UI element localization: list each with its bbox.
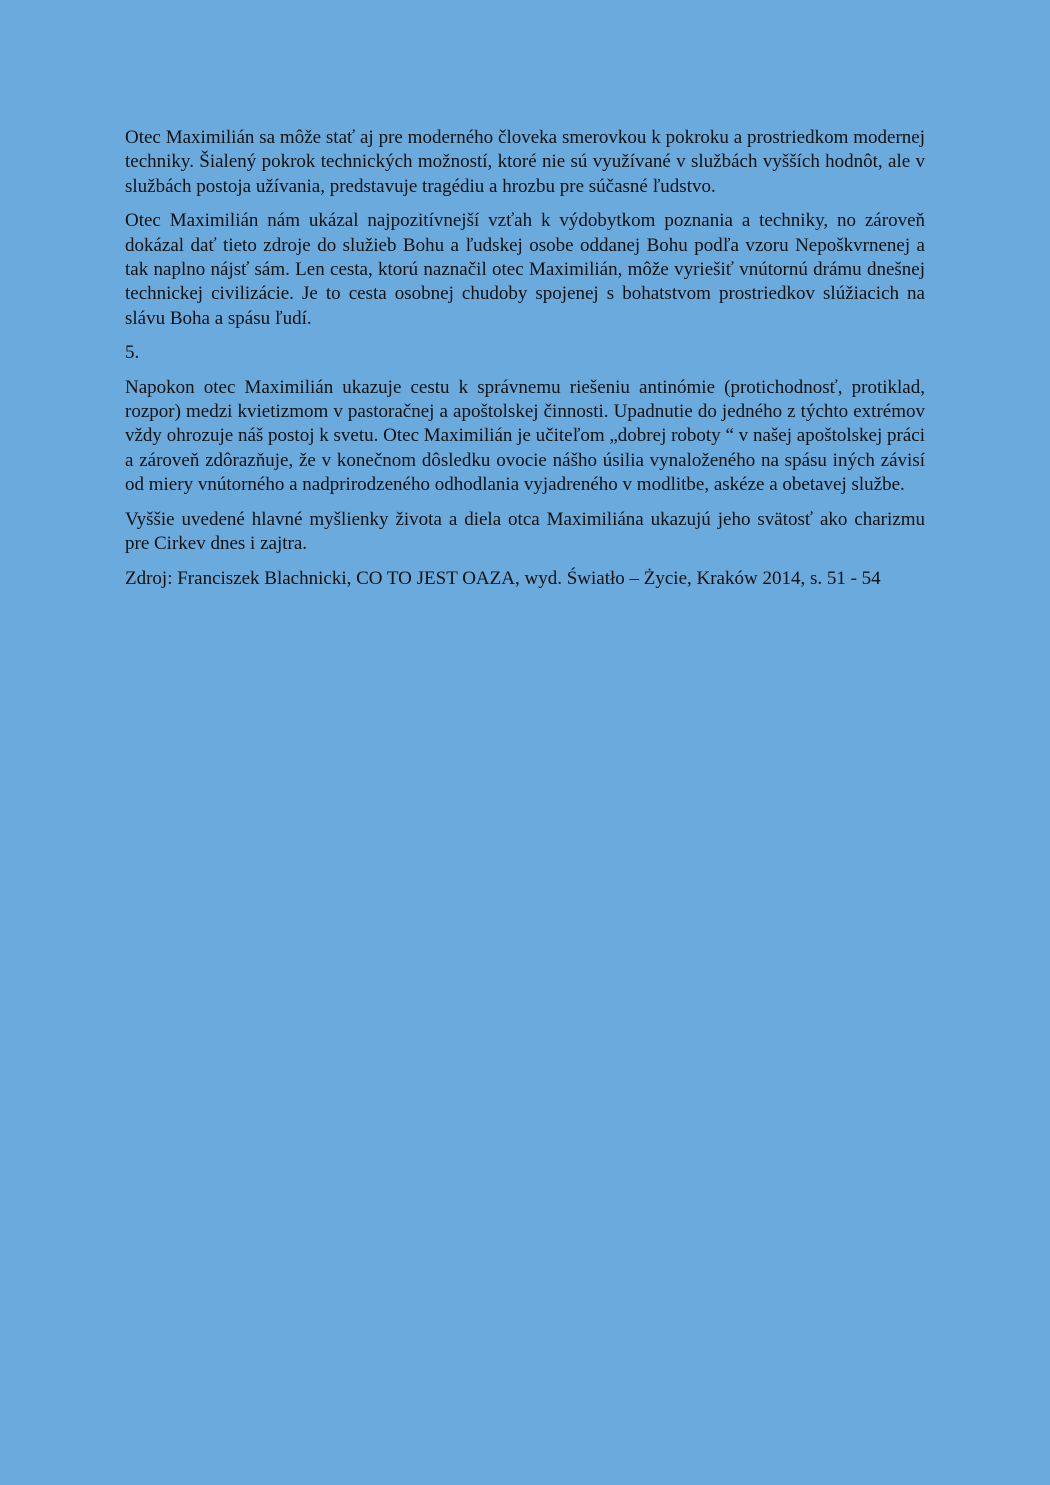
section-number: 5.: [125, 342, 140, 364]
document-page: [125, 126, 925, 601]
paragraph-technology: Otec Maximilián sa môže stať aj pre moderného človeka smerovkou k pokroku a prostriedkom modernej techniky. Šialený pokrok technických možností, ktoré nie sú využívané v službách vyšších hodnôt, ale v službách postoja užívania, predstavuje tragédiu a hrozbu pre súčasné ľudstvo.: [125, 127, 925, 197]
paragraph-summary: Vyššie uvedené hlavné myšlienky života a diela otca Maximiliána ukazujú jeho svätosť ako charizmu pre Cirkev dnes i zajtra.: [125, 508, 925, 555]
paragraph-antinomy: Napokon otec Maximilián ukazuje cestu k správnemu riešeniu antinómie (protichodnosť, protiklad, rozpor) medzi kvietizmom v pastoračnej a apoštolskej činnosti. Upadnutie do jedného z týchto extrémov vždy ohrozuje náš postoj k svetu. Otec Maximilián je učiteľom „dobrej roboty “ v našej apoštolskej práci a zároveň zdôrazňuje, že v konečnom dôsledku ovocie nášho úsilia vynaloženého na spásu iných závisí od miery vnútorného a nadprirodzeného odhodlania vyjadreného v modlitbe, askéze a obetavej službe.: [125, 376, 925, 496]
paragraph-knowledge: Otec Maximilián nám ukázal najpozitívnejší vzťah k výdobytkom poznania a techniky, no zároveň dokázal dať tieto zdroje do služieb Bohu a ľudskej osobe oddanej Bohu podľa vzoru Nepoškvrnenej a tak naplno nájsť sám. Len cesta, ktorú naznačil otec Maximilián, môže vyriešiť vnútornú drámu dnešnej technickej civilizácie. Je to cesta osobnej chudoby spojenej s bohatstvom prostriedkov slúžiacich na slávu Boha a spásu ľudí.: [125, 210, 925, 329]
source-citation: Zdroj: Franciszek Blachnicki, CO TO JEST OAZA, wyd. Światło – Życie, Kraków 2014, s. 51 - 54: [125, 567, 881, 589]
